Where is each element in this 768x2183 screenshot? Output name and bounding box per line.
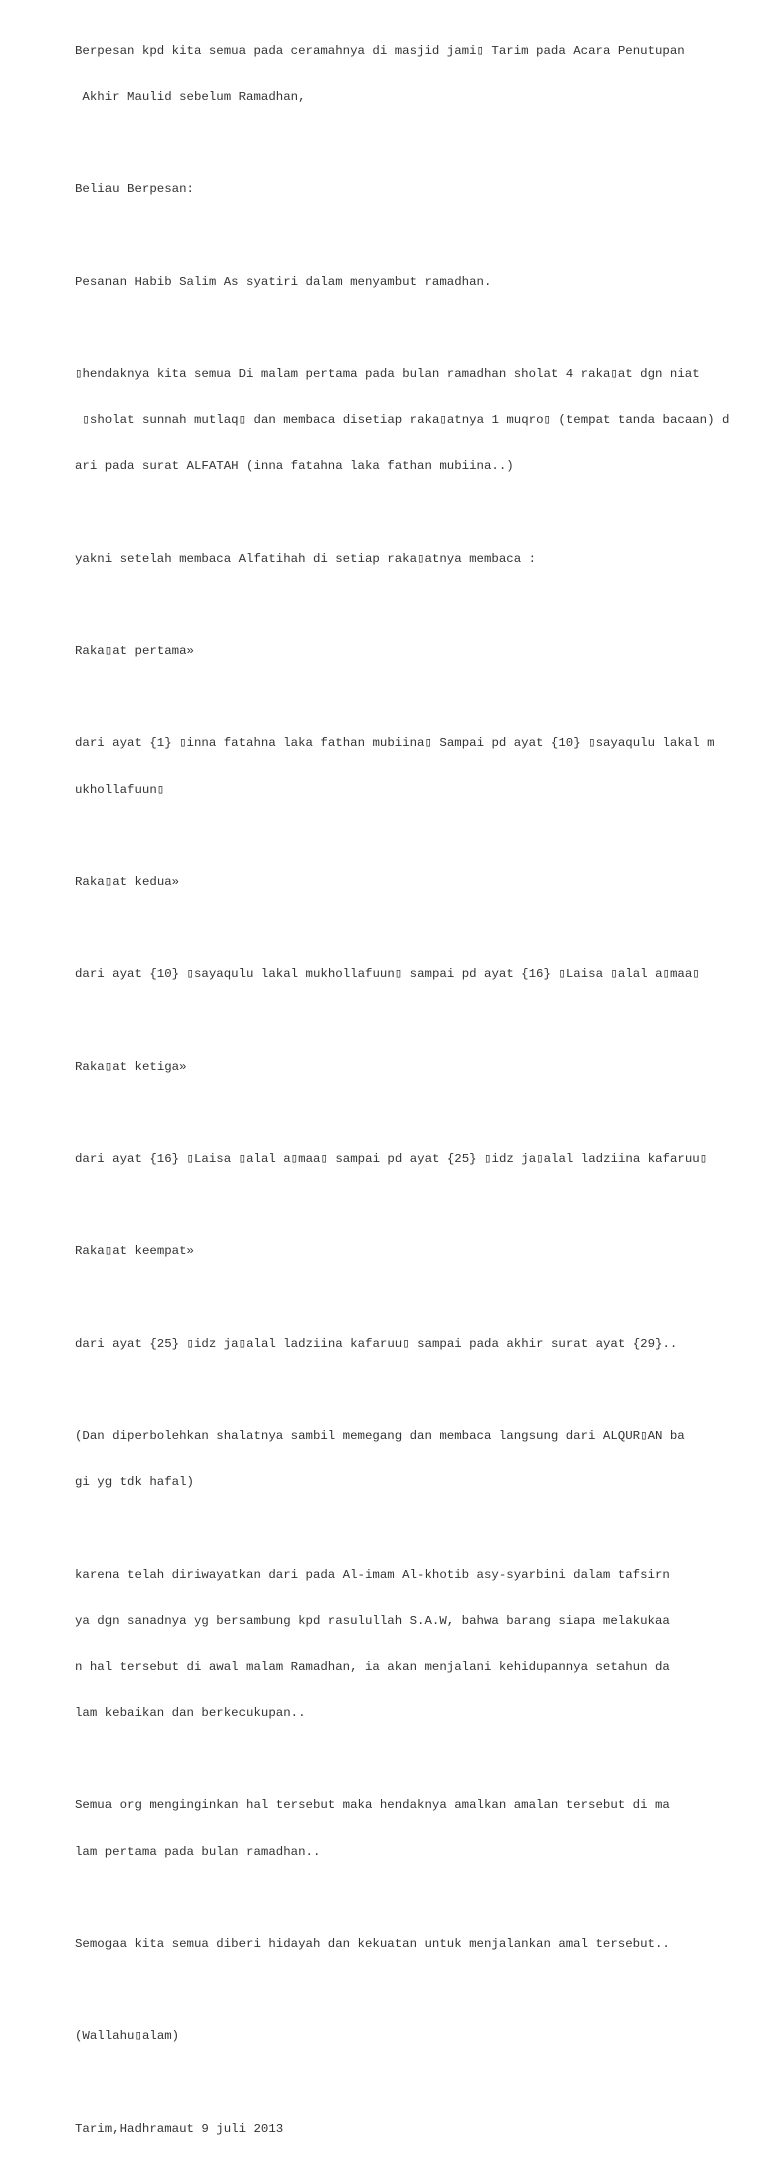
text-line: Berpesan kpd kita semua pada ceramahnya di masjid jami▯ Tarim pada Acara Penutupan <box>75 43 685 58</box>
text-line: Beliau Berpesan: <box>75 182 194 197</box>
text-line: n hal tersebut di awal malam Ramadhan, ia akan menjalani kehidupannya setahun da <box>75 1659 670 1674</box>
heading-rakaat-keempat <box>75 1213 745 1290</box>
heading-rakaat-ketiga <box>75 1029 745 1106</box>
paragraph-title <box>75 244 745 321</box>
paragraph-note <box>75 1398 745 1521</box>
text-line: lam kebaikan dan berkecukupan.. <box>75 1706 306 1721</box>
text-line: Raka▯at pertama» <box>75 644 194 659</box>
paragraph-yakni <box>75 521 745 598</box>
text-line: dari ayat {1} ▯inna fatahna laka fathan mubiina▯ Sampai pd ayat {10} ▯sayaqulu lakal m <box>75 736 715 751</box>
text-line: ya dgn sanadnya yg bersambung kpd rasulullah S.A.W, bahwa barang siapa melakukaa <box>75 1613 670 1628</box>
text-line: Tarim,Hadhramaut 9 juli 2013 <box>75 2121 284 2136</box>
text-line: dari ayat {16} ▯Laisa ▯alal a▯maa▯ sampai pd ayat {25} ▯idz ja▯alal ladziina kafaruu▯ <box>75 1151 708 1166</box>
text-line: ukhollafuun▯ <box>75 782 165 797</box>
paragraph-semogaa <box>75 1906 745 1983</box>
text-line: dari ayat {10} ▯sayaqulu lakal mukhollafuun▯ sampai pd ayat {16} ▯Laisa ▯alal a▯maa▯ <box>75 967 700 982</box>
paragraph-rakaat-pertama <box>75 706 745 829</box>
paragraph-intro <box>75 13 745 136</box>
paragraph-instruction <box>75 336 745 505</box>
paragraph-beliau-berpesan <box>75 152 745 229</box>
text-line: Pesanan Habib Salim As syatiri dalam menyambut ramadhan. <box>75 274 492 289</box>
text-line: ▯sholat sunnah mutlaq▯ dan membaca disetiap raka▯atnya 1 muqro▯ (tempat tanda bacaan) d <box>75 413 730 428</box>
paragraph-rakaat-kedua <box>75 937 745 1014</box>
paragraph-rakaat-ketiga <box>75 1121 745 1198</box>
text-line: (Dan diperbolehkan shalatnya sambil memegang dan membaca langsung dari ALQUR▯AN ba <box>75 1428 685 1443</box>
text-line: dari ayat {25} ▯idz ja▯alal ladziina kafaruu▯ sampai pada akhir surat ayat {29}.. <box>75 1336 678 1351</box>
text-line: ari pada surat ALFATAH (inna fatahna laka fathan mubiina..) <box>75 459 514 474</box>
paragraph-rakaat-keempat <box>75 1306 745 1383</box>
paragraph-wallahu-alam <box>75 1999 745 2076</box>
text-line: lam pertama pada bulan ramadhan.. <box>75 1844 321 1859</box>
text-line: (Wallahu▯alam) <box>75 2029 180 2044</box>
document-page <box>75 13 745 2183</box>
text-line: yakni setelah membaca Alfatihah di setiap raka▯atnya membaca : <box>75 551 537 566</box>
text-line: gi yg tdk hafal) <box>75 1475 194 1490</box>
paragraph-place-date <box>75 2091 745 2168</box>
text-line: Akhir Maulid sebelum Ramadhan, <box>75 90 306 105</box>
text-line: Raka▯at ketiga» <box>75 1059 187 1074</box>
text-line: ▯hendaknya kita semua Di malam pertama pada bulan ramadhan sholat 4 raka▯at dgn niat <box>75 367 700 382</box>
text-line: karena telah diriwayatkan dari pada Al-imam Al-khotib asy-syarbini dalam tafsirn <box>75 1567 670 1582</box>
text-line: Raka▯at keempat» <box>75 1244 194 1259</box>
paragraph-riwayat <box>75 1537 745 1753</box>
text-line: Raka▯at kedua» <box>75 874 180 889</box>
text-line: Semogaa kita semua diberi hidayah dan kekuatan untuk menjalankan amal tersebut.. <box>75 1937 670 1952</box>
heading-rakaat-kedua <box>75 844 745 921</box>
paragraph-semua-org <box>75 1768 745 1891</box>
text-line: Semua org menginginkan hal tersebut maka hendaknya amalkan amalan tersebut di ma <box>75 1798 670 1813</box>
heading-rakaat-pertama <box>75 613 745 690</box>
